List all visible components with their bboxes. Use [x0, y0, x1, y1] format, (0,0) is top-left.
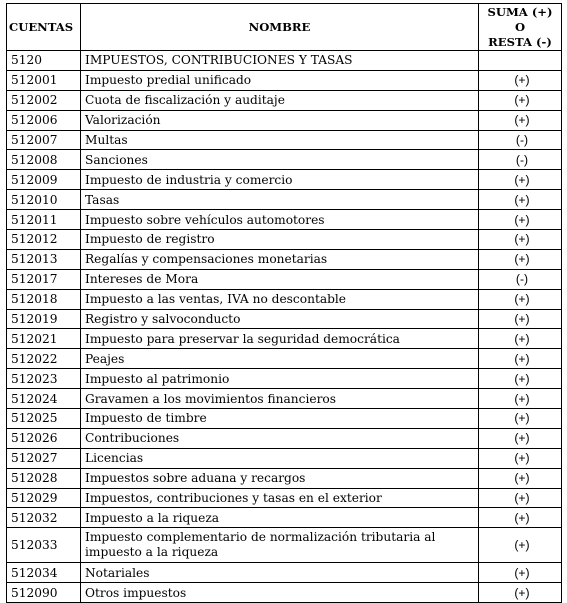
- table-row: [7, 329, 562, 349]
- sign-cell: (+): [479, 329, 562, 349]
- account-code-cell: 512034: [7, 563, 81, 583]
- account-code-cell: 512022: [7, 349, 81, 369]
- account-code-cell: 512011: [7, 210, 81, 230]
- table-row: [7, 190, 562, 210]
- account-code-cell: 512033: [7, 528, 81, 563]
- header-sign-line1: SUMA (+): [487, 4, 553, 19]
- account-code-cell: 512025: [7, 409, 81, 429]
- table-row: [7, 170, 562, 190]
- account-name-cell: Impuesto de timbre: [81, 409, 479, 429]
- sign-cell: [479, 51, 562, 71]
- account-name-cell: Cuota de fiscalización y auditaje: [81, 90, 479, 110]
- account-name-cell: Valorización: [81, 110, 479, 130]
- table-row: [7, 468, 562, 488]
- table-row: [7, 369, 562, 389]
- table-row: [7, 563, 562, 583]
- account-name-cell: Registro y salvoconducto: [81, 309, 479, 329]
- accounts-table: [6, 3, 562, 603]
- sign-cell: (+): [479, 170, 562, 190]
- account-name-cell: Regalías y compensaciones monetarias: [81, 249, 479, 269]
- header-sign-line2: O: [514, 19, 526, 34]
- account-name-cell: Impuesto de industria y comercio: [81, 170, 479, 190]
- table-row: [7, 349, 562, 369]
- table-row: [7, 269, 562, 289]
- sign-cell: (+): [479, 309, 562, 329]
- account-name-cell: Notariales: [81, 563, 479, 583]
- account-code-cell: 512028: [7, 468, 81, 488]
- sign-cell: (-): [479, 150, 562, 170]
- sign-cell: (+): [479, 508, 562, 528]
- table-row: [7, 289, 562, 309]
- account-code-cell: 512001: [7, 70, 81, 90]
- table-row: [7, 428, 562, 448]
- table-row: [7, 448, 562, 468]
- account-code-cell: 512017: [7, 269, 81, 289]
- sign-cell: (+): [479, 369, 562, 389]
- table-row: [7, 488, 562, 508]
- account-name-cell: Impuesto sobre vehículos automotores: [81, 210, 479, 230]
- account-code-cell: 512002: [7, 90, 81, 110]
- account-code-cell: 512032: [7, 508, 81, 528]
- account-name-cell: Impuesto para preservar la seguridad democrática: [81, 329, 479, 349]
- account-code-cell: 512029: [7, 488, 81, 508]
- account-code-cell: 512021: [7, 329, 81, 349]
- sign-cell: (+): [479, 448, 562, 468]
- table-row: [7, 51, 562, 71]
- sign-cell: (-): [479, 130, 562, 150]
- sign-cell: (+): [479, 409, 562, 429]
- account-name-cell: IMPUESTOS, CONTRIBUCIONES Y TASAS: [81, 51, 479, 71]
- table-row: [7, 90, 562, 110]
- table-row: [7, 309, 562, 329]
- account-name-cell: Impuestos sobre aduana y recargos: [81, 468, 479, 488]
- account-code-cell: 5120: [7, 51, 81, 71]
- sign-cell: (+): [479, 289, 562, 309]
- sign-cell: (+): [479, 583, 562, 603]
- account-code-cell: 512019: [7, 309, 81, 329]
- sign-cell: (+): [479, 563, 562, 583]
- sign-cell: (+): [479, 70, 562, 90]
- account-code-cell: 512026: [7, 428, 81, 448]
- account-name-cell: Licencias: [81, 448, 479, 468]
- header-suma-resta: [479, 4, 562, 51]
- account-name-cell: Impuesto a las ventas, IVA no descontable: [81, 289, 479, 309]
- table-row: [7, 70, 562, 90]
- table-row: [7, 150, 562, 170]
- account-code-cell: 512024: [7, 389, 81, 409]
- account-name-cell: Sanciones: [81, 150, 479, 170]
- table-body: [7, 51, 562, 603]
- account-code-cell: 512009: [7, 170, 81, 190]
- table-header-row: [7, 4, 562, 51]
- account-name-cell: Multas: [81, 130, 479, 150]
- account-name-cell: Impuestos, contribuciones y tasas en el exterior: [81, 488, 479, 508]
- table-row: [7, 110, 562, 130]
- table-row: [7, 409, 562, 429]
- account-code-cell: 512023: [7, 369, 81, 389]
- sign-cell: (+): [479, 90, 562, 110]
- account-name-cell: Impuesto complementario de normalización tributaria al impuesto a la riqueza: [81, 528, 479, 563]
- account-name-cell: Impuesto predial unificado: [81, 70, 479, 90]
- table-row: [7, 230, 562, 250]
- table-row: [7, 528, 562, 563]
- account-code-cell: 512010: [7, 190, 81, 210]
- table-row: [7, 249, 562, 269]
- account-name-cell: Impuesto al patrimonio: [81, 369, 479, 389]
- sign-cell: (+): [479, 528, 562, 563]
- account-name-cell: Gravamen a los movimientos financieros: [81, 389, 479, 409]
- account-code-cell: 512013: [7, 249, 81, 269]
- account-name-cell: Contribuciones: [81, 428, 479, 448]
- account-name-cell: Impuesto de registro: [81, 230, 479, 250]
- sign-cell: (-): [479, 269, 562, 289]
- sign-cell: (+): [479, 230, 562, 250]
- sign-cell: (+): [479, 468, 562, 488]
- table-row: [7, 389, 562, 409]
- account-name-cell: Tasas: [81, 190, 479, 210]
- sign-cell: (+): [479, 349, 562, 369]
- table-row: [7, 210, 562, 230]
- account-name-cell: Otros impuestos: [81, 583, 479, 603]
- table-row: [7, 130, 562, 150]
- account-name-cell: Peajes: [81, 349, 479, 369]
- account-code-cell: 512090: [7, 583, 81, 603]
- account-code-cell: 512008: [7, 150, 81, 170]
- sign-cell: (+): [479, 210, 562, 230]
- account-code-cell: 512027: [7, 448, 81, 468]
- sign-cell: (+): [479, 389, 562, 409]
- account-code-cell: 512006: [7, 110, 81, 130]
- header-cuentas: CUENTAS: [7, 4, 81, 51]
- table-row: [7, 508, 562, 528]
- sign-cell: (+): [479, 488, 562, 508]
- account-code-cell: 512012: [7, 230, 81, 250]
- sign-cell: (+): [479, 249, 562, 269]
- table-row: [7, 583, 562, 603]
- header-nombre: NOMBRE: [81, 4, 479, 51]
- sign-cell: (+): [479, 428, 562, 448]
- header-sign-line3: RESTA (-): [488, 34, 552, 49]
- account-code-cell: 512018: [7, 289, 81, 309]
- account-code-cell: 512007: [7, 130, 81, 150]
- sign-cell: (+): [479, 190, 562, 210]
- sign-cell: (+): [479, 110, 562, 130]
- account-name-cell: Impuesto a la riqueza: [81, 508, 479, 528]
- account-name-cell: Intereses de Mora: [81, 269, 479, 289]
